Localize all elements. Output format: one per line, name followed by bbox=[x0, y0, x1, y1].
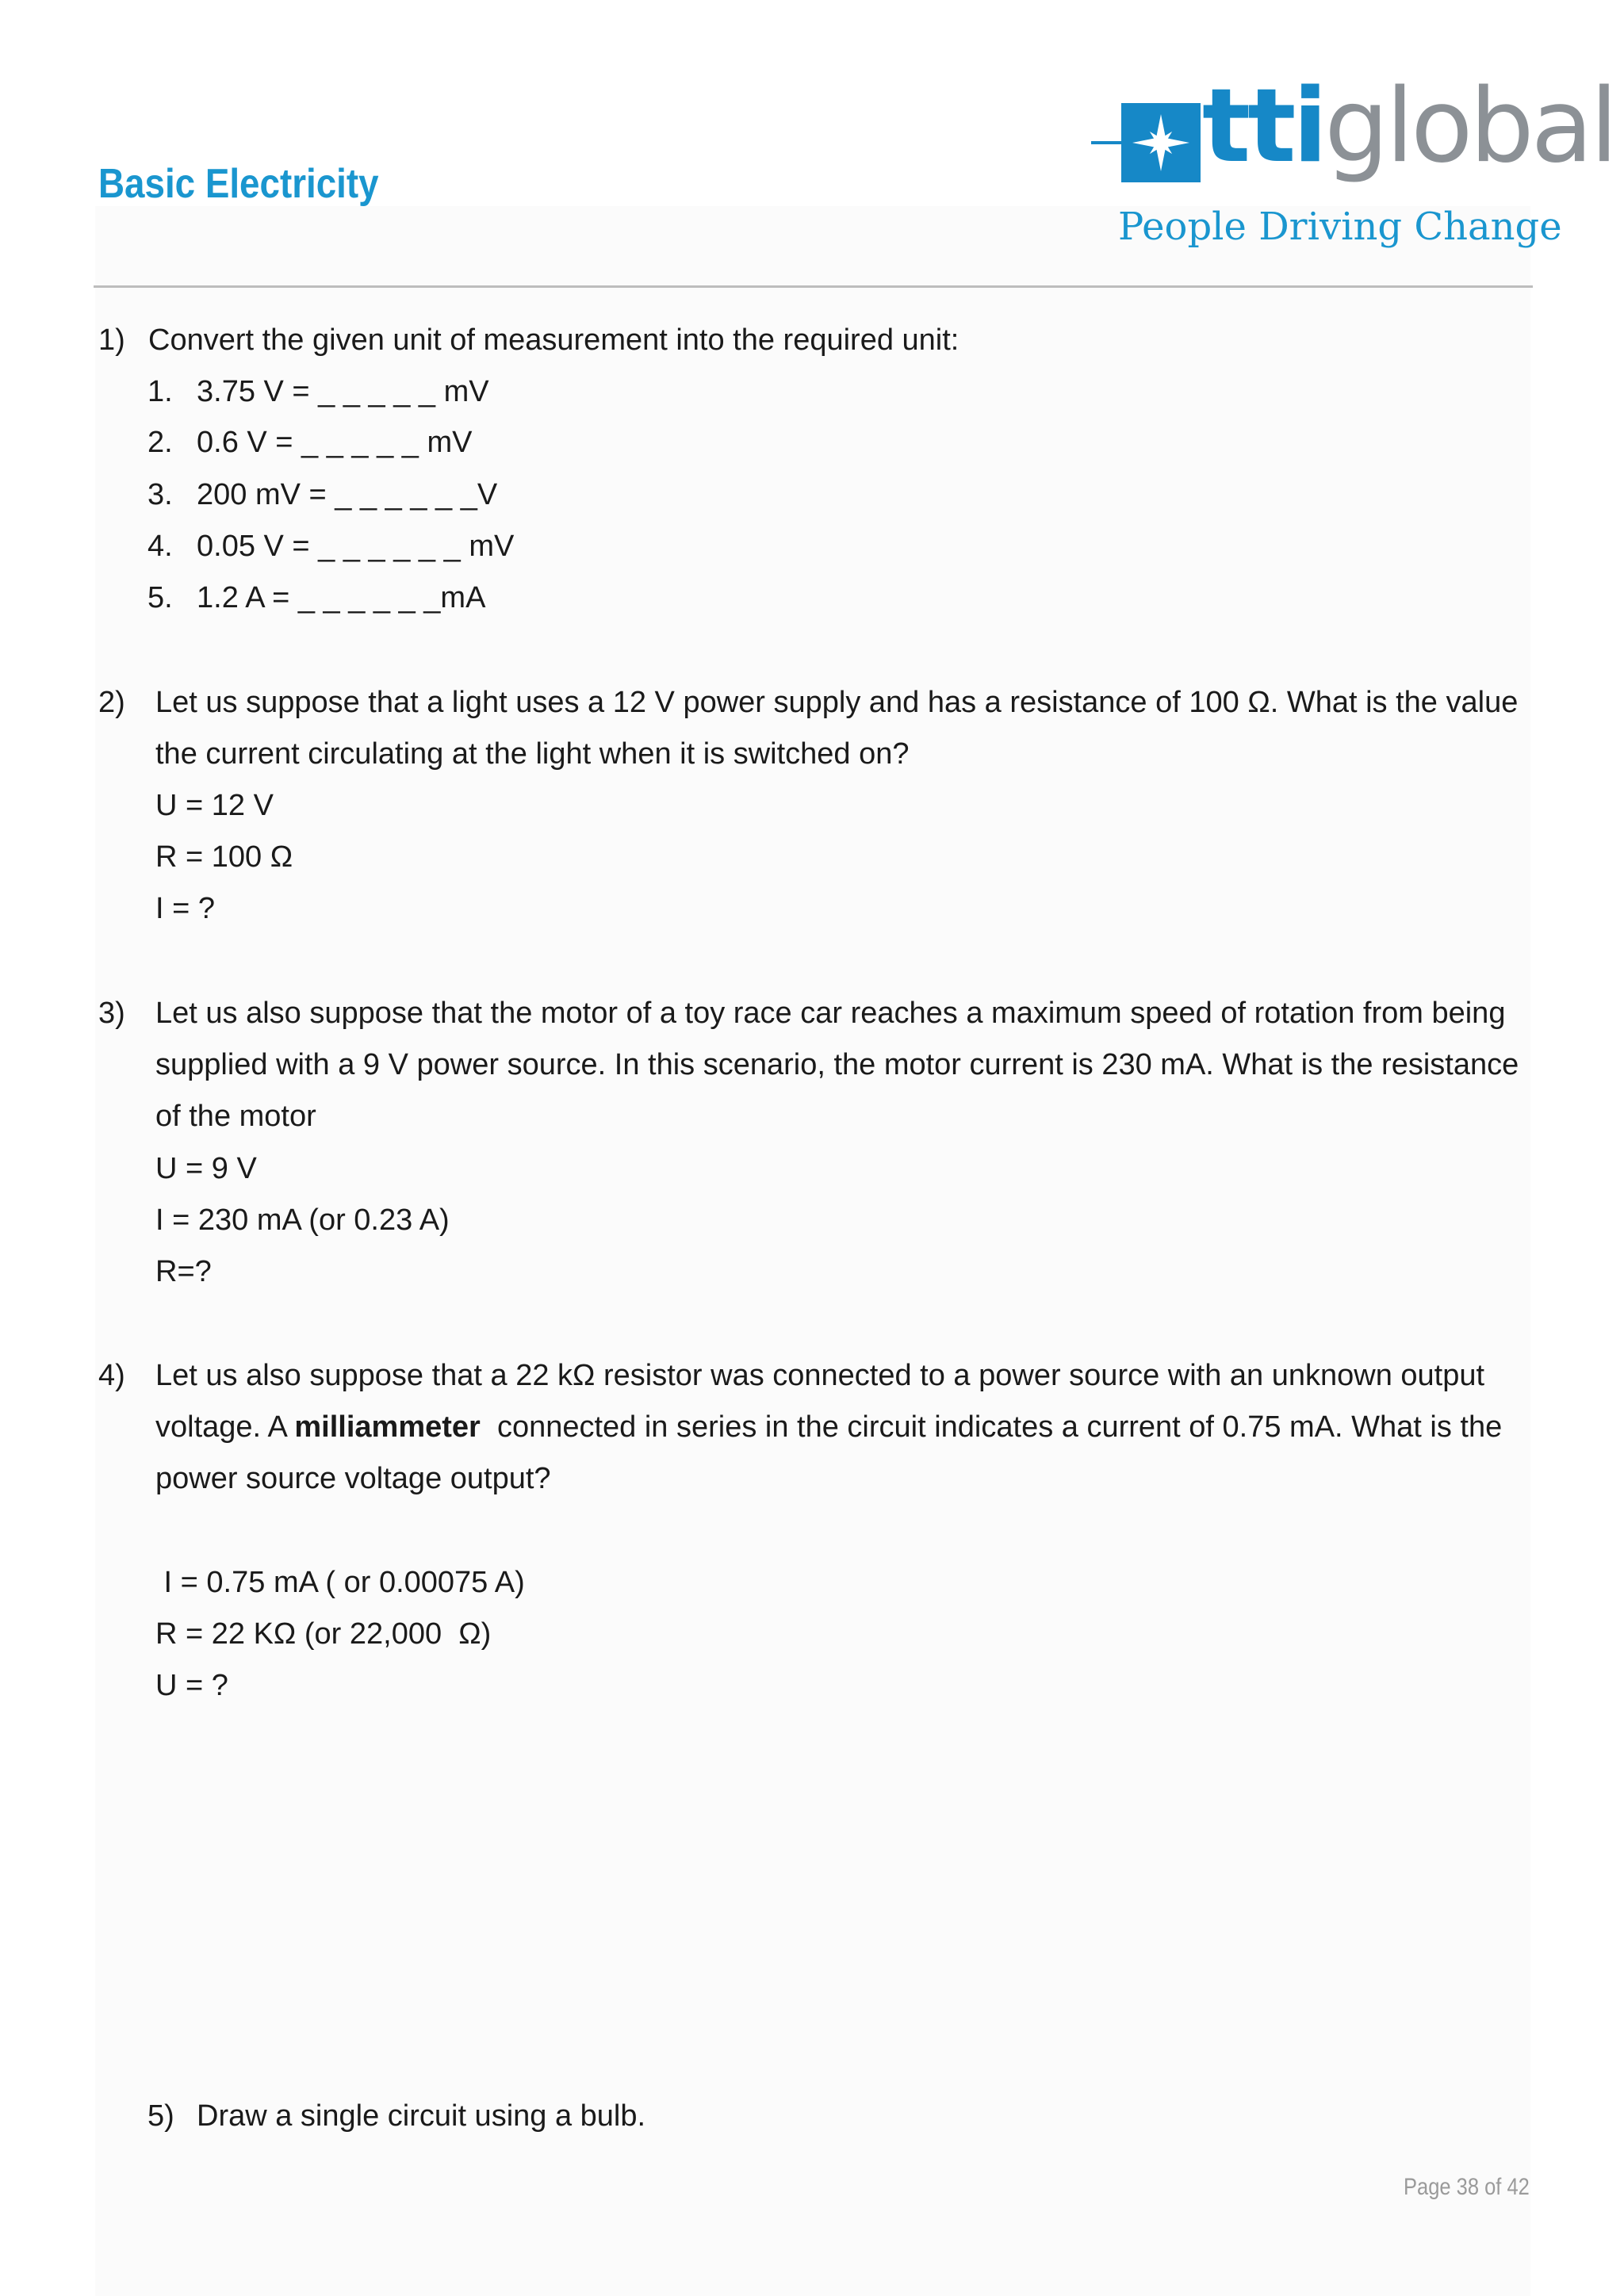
q1-item-1-text: 3.75 V = _ _ _ _ _ mV bbox=[197, 375, 489, 408]
q1-item-4-number: 4. bbox=[147, 530, 173, 563]
page-background bbox=[95, 206, 1530, 2296]
q1-item-2-text: 0.6 V = _ _ _ _ _ mV bbox=[197, 426, 473, 459]
star-box-icon bbox=[1121, 103, 1201, 182]
q2-given-1: U = 12 V bbox=[155, 789, 274, 822]
question-5-text: Draw a single circuit using a bulb. bbox=[197, 2099, 646, 2133]
q1-item-3-text: 200 mV = _ _ _ _ _ _V bbox=[197, 478, 498, 511]
tti-global-logo bbox=[1101, 67, 1615, 255]
q2-given-3: I = ? bbox=[155, 892, 215, 925]
question-4-number: 4) bbox=[98, 1359, 125, 1392]
q3-given-1: U = 9 V bbox=[155, 1152, 257, 1185]
q1-item-1-number: 1. bbox=[147, 375, 173, 408]
question-4-line-2 bbox=[155, 1412, 1502, 1442]
question-2-number: 2) bbox=[98, 686, 125, 719]
logo-tagline: People Driving Change bbox=[1118, 205, 1562, 249]
q4-bold-term: milliammeter bbox=[294, 1410, 481, 1444]
question-3-line-1: Let us also suppose that the motor of a toy race car reaches a maximum speed of rotation from being bbox=[155, 997, 1506, 1030]
q4-line-2-end: connected in series in the circuit indicates a current of 0.75 mA. What is the bbox=[480, 1410, 1503, 1444]
page-title: Basic Electricity bbox=[98, 161, 379, 207]
q2-given-2: R = 100 Ω bbox=[155, 840, 293, 874]
question-3-line-2: supplied with a 9 V power source. In this scenario, the motor current is 230 mA. What is the resistance bbox=[155, 1048, 1519, 1081]
q1-item-4-text: 0.05 V = _ _ _ _ _ _ mV bbox=[197, 530, 515, 563]
logo-wordmark bbox=[1202, 67, 1615, 186]
q1-item-5-text: 1.2 A = _ _ _ _ _ _mA bbox=[197, 581, 486, 614]
question-3-line-3: of the motor bbox=[155, 1100, 316, 1133]
q3-given-3: R=? bbox=[155, 1255, 212, 1288]
question-4-line-3: power source voltage output? bbox=[155, 1462, 551, 1495]
q4-line-2-start: voltage. A bbox=[155, 1410, 295, 1444]
q4-given-1: I = 0.75 mA ( or 0.00075 A) bbox=[155, 1566, 525, 1599]
question-1-prompt: Convert the given unit of measurement into the required unit: bbox=[148, 323, 959, 357]
question-3-number: 3) bbox=[98, 997, 125, 1030]
q1-item-2-number: 2. bbox=[147, 426, 173, 459]
q1-item-3-number: 3. bbox=[147, 478, 173, 511]
question-4-line-1: Let us also suppose that a 22 kΩ resistor was connected to a power source with an unknown output bbox=[155, 1359, 1485, 1392]
logo-tti: tti bbox=[1202, 67, 1325, 186]
header-divider bbox=[94, 285, 1533, 288]
question-1-number: 1) bbox=[98, 323, 125, 357]
question-2-line-1: Let us suppose that a light uses a 12 V power supply and has a resistance of 100 Ω. What is the value bbox=[155, 686, 1519, 719]
q4-given-3: U = ? bbox=[155, 1669, 228, 1702]
logo-streak-icon bbox=[1091, 139, 1123, 147]
question-2-line-2: the current circulating at the light when it is switched on? bbox=[155, 737, 910, 771]
page-number: Page 38 of 42 bbox=[1404, 2174, 1530, 2200]
q3-given-2: I = 230 mA (or 0.23 A) bbox=[155, 1203, 450, 1237]
q4-given-2: R = 22 KΩ (or 22,000 Ω) bbox=[155, 1617, 492, 1651]
logo-global: global bbox=[1324, 67, 1615, 186]
question-5-number: 5) bbox=[147, 2099, 174, 2133]
q1-item-5-number: 5. bbox=[147, 581, 173, 614]
sparkle-icon bbox=[1121, 103, 1201, 182]
